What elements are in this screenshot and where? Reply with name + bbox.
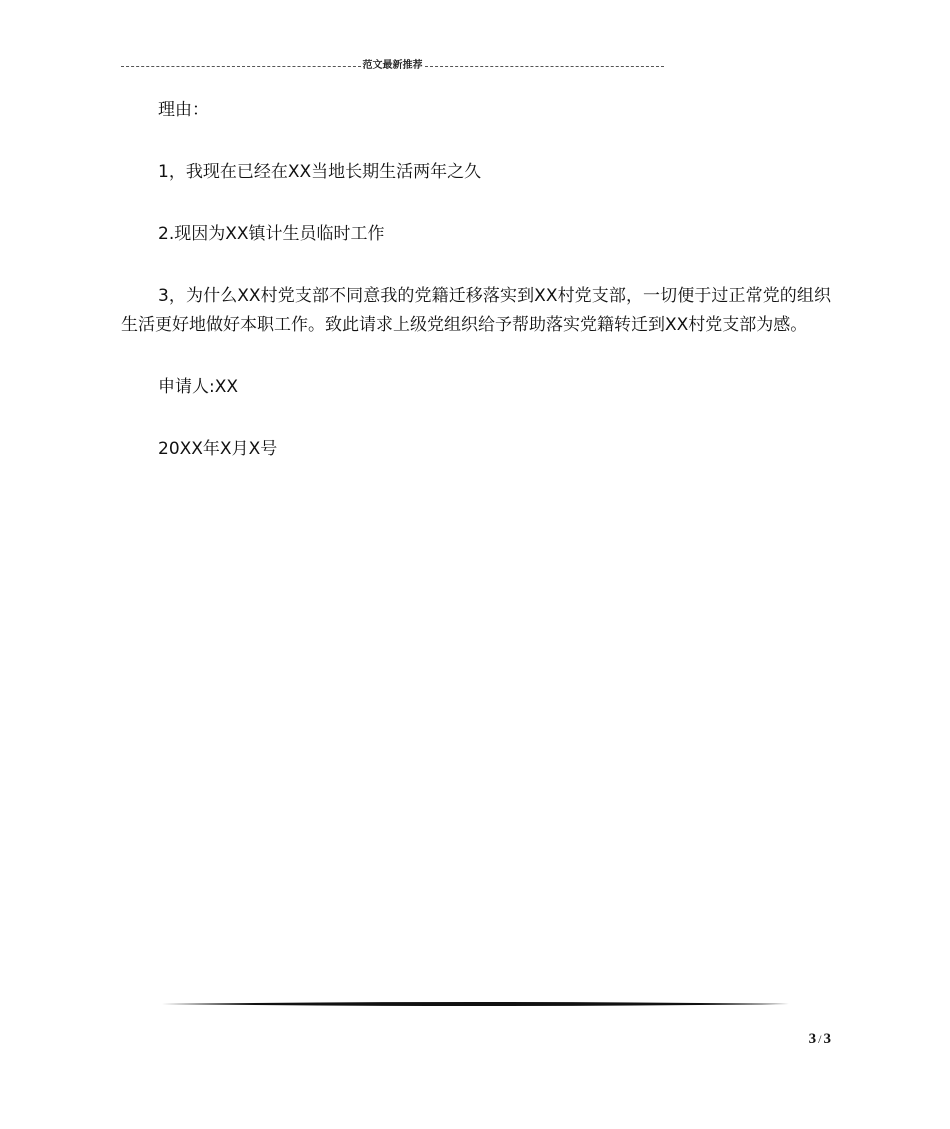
document-body [121,96,831,497]
header-dash-right [425,66,665,67]
page-header [121,59,664,73]
paragraph-reason-3: 3，为什么XX村党支部不同意我的党籍迁移落实到XX村党支部，一切便于过正常党的组织生活更好地做好本职工作。致此请求上级党组织给予帮助落实党籍转迁到XX村党支部为感。 [121,286,831,335]
current-page-number: 3 [808,1031,817,1047]
footer-divider [162,1000,789,1008]
paragraph-date: 20XX年X月X号 [158,439,278,459]
paragraph-reason-1: 1，我现在已经在XX当地长期生活两年之久 [158,162,482,182]
total-page-count: 3 [823,1031,831,1047]
header-label: 范文最新推荐 [362,60,423,71]
paragraph-applicant: 申请人:XX [158,377,239,397]
page-number-separator: / [818,1032,822,1046]
header-dash-left [121,66,361,67]
paragraph-reason-2: 2.现因为XX镇计生员临时工作 [158,224,385,244]
page-number [809,1031,831,1048]
paragraph-reason-heading: 理由： [158,100,209,120]
